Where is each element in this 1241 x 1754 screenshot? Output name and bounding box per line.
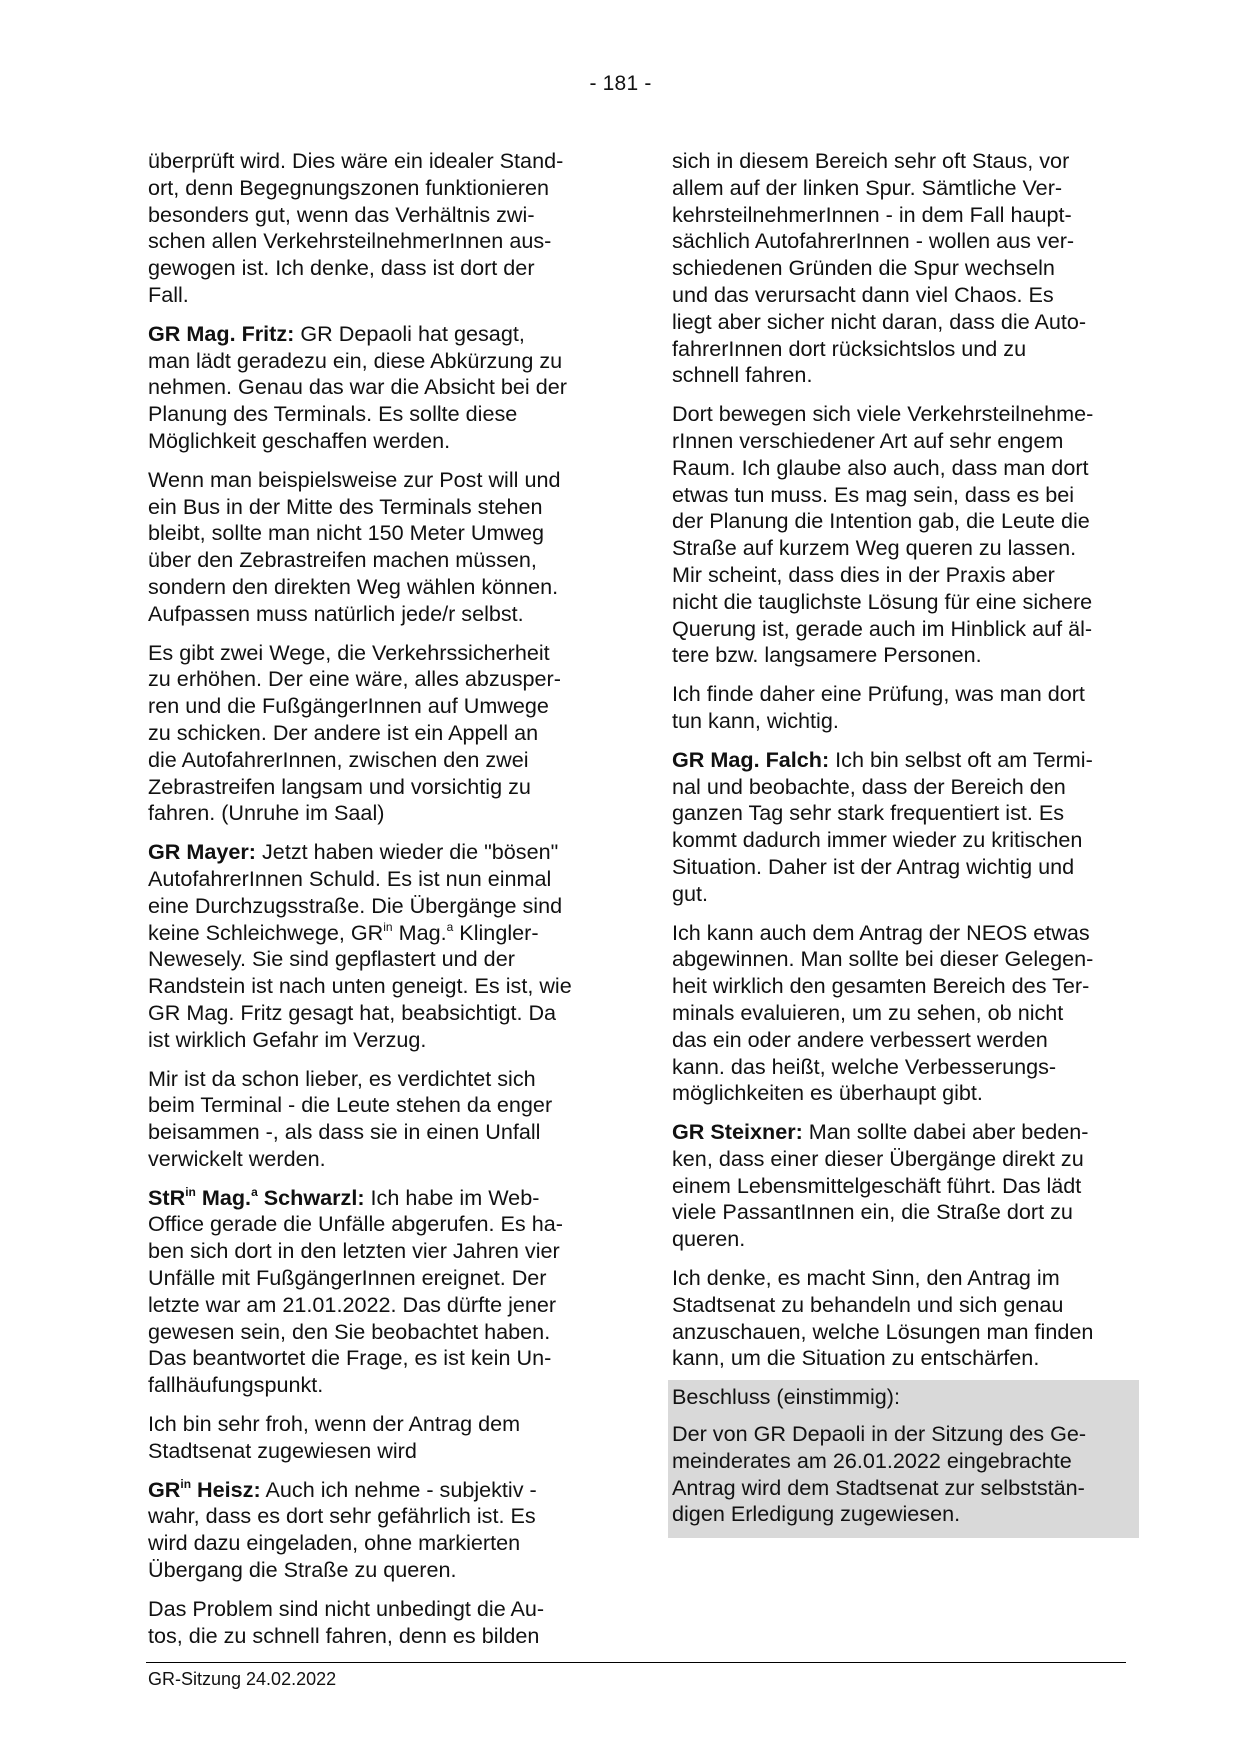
text-line: wahr, dass es dort sehr gefährlich ist. Es [148, 1503, 536, 1529]
text-line: Ich denke, es macht Sinn, den Antrag im [672, 1265, 1060, 1291]
text-line: ken, dass einer dieser Übergänge direkt zu [672, 1145, 1084, 1171]
paragraph [672, 401, 1127, 669]
speaker-name [148, 1185, 365, 1210]
speaker-paragraph [148, 1477, 603, 1584]
paragraph [148, 640, 603, 828]
text-line: Aufpassen muss natürlich jede/r selbst. [148, 600, 524, 626]
text-line: Raum. Ich glaube also auch, dass man dort [672, 454, 1089, 480]
speaker-name: GR Mag. Fritz: [148, 320, 295, 346]
paragraph [148, 148, 603, 309]
page-number: - 181 - [589, 72, 652, 95]
superscript: a [251, 1184, 258, 1199]
text-run: Man sollte dabei aber beden- [802, 1119, 1089, 1145]
text-line: einem Lebensmittelgeschäft führt. Das lädt [672, 1172, 1082, 1198]
text-line: Das Problem sind nicht unbedingt die Au- [148, 1595, 545, 1621]
text-line: über den Zebrastreifen machen müssen, [148, 547, 537, 573]
text-line: tun kann, wichtig. [672, 707, 839, 733]
text-run: Auch ich nehme - subjektiv - [260, 1476, 537, 1502]
text-line: Newesely. Sie sind gepflastert und der [148, 946, 515, 972]
superscript: a [446, 919, 454, 934]
text-line: viele PassantInnen ein, die Straße dort zu [672, 1199, 1073, 1225]
text-line: Straße auf kurzem Weg queren zu lassen. [672, 535, 1077, 561]
text-run: StR [148, 1184, 186, 1210]
paragraph [672, 681, 1127, 735]
text-line: die AutofahrerInnen, zwischen den zwei [148, 746, 529, 772]
text-line: das ein oder andere verbessert werden [672, 1026, 1048, 1052]
paragraph [148, 467, 603, 628]
text-line: kommt dadurch immer wieder zu kritischen [672, 827, 1083, 853]
text-line: und das verursacht dann viel Chaos. Es [672, 281, 1054, 307]
text-run: Jetzt haben wieder die "bösen" [256, 839, 559, 865]
text-run: keine Schleichwege, GR [148, 919, 384, 945]
text-line: Querung ist, gerade auch im Hinblick auf äl- [672, 615, 1093, 641]
text-line: bleibt, sollte man nicht 150 Meter Umweg [148, 520, 545, 546]
resolution-box [668, 1380, 1139, 1538]
text-line: Zebrastreifen langsam und vorsichtig zu [148, 773, 531, 799]
text-line: zu erhöhen. Der eine wäre, alles abzusper- [148, 666, 561, 692]
paragraph [148, 1066, 603, 1173]
text-line: abgewinnen. Man sollte bei dieser Gelegen- [672, 946, 1094, 972]
paragraph [148, 1596, 603, 1650]
text-line: Ich kann auch dem Antrag der NEOS etwas [672, 919, 1090, 945]
right-column [672, 148, 1127, 1538]
text-line: ben sich dort in den letzten vier Jahren vier [148, 1238, 560, 1264]
text-line: Es gibt zwei Wege, die Verkehrssicherheit [148, 639, 550, 665]
speaker-name: GR Mag. Falch: [672, 746, 830, 772]
text-line: nehmen. Genau das war die Absicht bei der [148, 374, 567, 400]
paragraph [148, 1411, 603, 1465]
speaker-paragraph [672, 747, 1127, 908]
text-line: Ich finde daher eine Prüfung, was man dort [672, 681, 1085, 707]
text-run: Schwarzl: [257, 1184, 365, 1210]
text-line: Mir scheint, dass dies in der Praxis aber [672, 561, 1055, 587]
text-line: fahrerInnen dort rücksichtslos und zu [672, 335, 1027, 361]
text-run: Mag. [195, 1184, 252, 1210]
text-line: etwas tun muss. Es mag sein, dass es bei [672, 481, 1075, 507]
text-line: GR Mag. Fritz gesagt hat, beabsichtigt. Da [148, 999, 557, 1025]
text-line: überprüft wird. Dies wäre ein idealer Stand- [148, 148, 564, 173]
text-run: Heisz: [191, 1476, 261, 1502]
text-line: Mir ist da schon lieber, es verdichtet sich [148, 1065, 536, 1091]
text-line: ort, denn Begegnungszonen funktionieren [148, 174, 549, 200]
left-column [148, 148, 603, 1661]
text-line: Ich bin sehr froh, wenn der Antrag dem [148, 1411, 521, 1437]
speaker-name: GR Steixner: [672, 1119, 803, 1145]
text-line: fallhäufungspunkt. [148, 1372, 324, 1398]
text-line [148, 839, 603, 866]
text-line [148, 1477, 603, 1504]
text-run: Klingler- [453, 919, 539, 945]
text-line: Stadtsenat zugewiesen wird [148, 1437, 417, 1463]
text-line: nicht die tauglichste Lösung für eine sichere [672, 588, 1093, 614]
speaker-paragraph [148, 321, 603, 455]
text-line: fahren. (Unruhe im Saal) [148, 800, 385, 826]
text-line: allem auf der linken Spur. Sämtliche Ver- [672, 174, 1063, 200]
text-line [672, 1119, 1127, 1146]
text-line: tere bzw. langsamere Personen. [672, 642, 982, 668]
text-line: Antrag wird dem Stadtsenat zur selbststän- [672, 1474, 1085, 1500]
text-line: gut. [672, 880, 709, 906]
superscript: in [180, 1476, 192, 1491]
text-line: Planung des Terminals. Es sollte diese [148, 401, 518, 427]
text-line: Wenn man beispielsweise zur Post will und [148, 466, 561, 492]
text-line: queren. [672, 1226, 746, 1252]
superscript: in [383, 919, 393, 934]
text-line [148, 1185, 603, 1212]
speaker-paragraph [672, 1119, 1127, 1253]
text-run: GR Depaoli hat gesagt, [294, 320, 525, 346]
speaker-paragraph [148, 1185, 603, 1399]
footer-text: GR-Sitzung 24.02.2022 [148, 1669, 337, 1689]
text-line: Fall. [148, 281, 189, 307]
text-line: AutofahrerInnen Schuld. Es ist nun einmal [148, 865, 552, 891]
text-line [148, 920, 603, 947]
text-line: schnell fahren. [672, 362, 813, 388]
text-line: heit wirklich den gesamten Bereich des Ter- [672, 973, 1090, 999]
text-line: ein Bus in der Mitte des Terminals stehen [148, 493, 543, 519]
resolution-text [672, 1421, 1135, 1536]
text-line: eine Durchzugsstraße. Die Übergänge sind [148, 892, 563, 918]
speaker-paragraph [148, 839, 603, 1053]
text-line: liegt aber sicher nicht daran, dass die Auto- [672, 308, 1087, 334]
text-line: tos, die zu schnell fahren, denn es bilden [148, 1622, 540, 1648]
footer-divider [146, 1662, 1126, 1663]
text-line: meinderates am 26.01.2022 eingebrachte [672, 1447, 1072, 1473]
text-line: ist wirklich Gefahr im Verzug. [148, 1026, 427, 1052]
text-line: Übergang die Straße zu queren. [148, 1557, 457, 1583]
text-line: Office gerade die Unfälle abgerufen. Es ha- [148, 1211, 563, 1237]
speaker-name [148, 1477, 261, 1502]
text-line: gewesen sein, den Sie beobachtet haben. [148, 1318, 551, 1344]
text-line: sächlich AutofahrerInnen - wollen aus ver- [672, 228, 1075, 254]
superscript: in [185, 1184, 196, 1199]
paragraph [672, 1265, 1127, 1372]
text-line: Dort bewegen sich viele Verkehrsteilnehme- [672, 401, 1094, 427]
paragraph [672, 148, 1127, 389]
text-line: zu schicken. Der andere ist ein Appell an [148, 719, 539, 745]
text-line: Der von GR Depaoli in der Sitzung des Ge- [672, 1421, 1087, 1447]
text-line: beisammen -, als dass sie in einen Unfall [148, 1119, 541, 1145]
text-line: Möglichkeit geschaffen werden. [148, 427, 451, 453]
text-line: ganzen Tag sehr stark frequentiert ist. Es [672, 800, 1065, 826]
text-line: schen allen VerkehrsteilnehmerInnen aus- [148, 228, 552, 254]
text-line: sich in diesem Bereich sehr oft Staus, vor [672, 148, 1070, 173]
text-line: Situation. Daher ist der Antrag wichtig und [672, 853, 1075, 879]
text-line [148, 321, 603, 348]
text-line: möglichkeiten es überhaupt gibt. [672, 1080, 983, 1106]
resolution-label [672, 1384, 1135, 1411]
text-line: kann, um die Situation zu entschärfen. [672, 1345, 1040, 1371]
text-line: Stadtsenat zu behandeln und sich genau [672, 1291, 1064, 1317]
text-line: der Planung die Intention gab, die Leute die [672, 508, 1090, 534]
text-line: anzuschauen, welche Lösungen man finden [672, 1318, 1094, 1344]
text-line: kann. das heißt, welche Verbesserungs- [672, 1053, 1057, 1079]
text-run: Mag. [392, 919, 447, 945]
text-line: nal und beobachte, dass der Bereich den [672, 773, 1066, 799]
text-line: man lädt geradezu ein, diese Abkürzung zu [148, 347, 563, 373]
text-line: kehrsteilnehmerInnen - in dem Fall haupt- [672, 201, 1072, 227]
text-line: besonders gut, wenn das Verhältnis zwi- [148, 201, 535, 227]
text-line: verwickelt werden. [148, 1145, 326, 1171]
text-line: Unfälle mit FußgängerInnen ereignet. Der [148, 1265, 547, 1291]
text-line: ren und die FußgängerInnen auf Umwege [148, 693, 549, 719]
text-line: minals evaluieren, um zu sehen, ob nicht [672, 999, 1064, 1025]
text-line: digen Erledigung zugewiesen. [672, 1501, 961, 1527]
text-line: sondern den direkten Weg wählen können. [148, 573, 559, 599]
text-run: GR [148, 1476, 181, 1502]
text-line: wird dazu eingeladen, ohne markierten [148, 1530, 521, 1556]
text-line: rInnen verschiedener Art auf sehr engem [672, 427, 1064, 453]
paragraph [672, 920, 1127, 1108]
text-run: Ich bin selbst oft am Termi- [829, 746, 1093, 772]
text-line: letzte war am 21.01.2022. Das dürfte jener [148, 1291, 557, 1317]
text-line: Das beantwortet die Frage, es ist kein Un- [148, 1345, 552, 1371]
text-line: schiedenen Gründen die Spur wechseln [672, 255, 1055, 281]
text-line: Randstein ist nach unten geneigt. Es ist, wie [148, 973, 572, 999]
text-line: gewogen ist. Ich denke, dass ist dort der [148, 255, 535, 281]
text-line [672, 747, 1127, 774]
text-line: beim Terminal - die Leute stehen da enger [148, 1092, 553, 1118]
text-line: Beschluss (einstimmig): [672, 1384, 900, 1410]
text-run: Ich habe im Web- [364, 1184, 540, 1210]
speaker-name: GR Mayer: [148, 839, 257, 865]
